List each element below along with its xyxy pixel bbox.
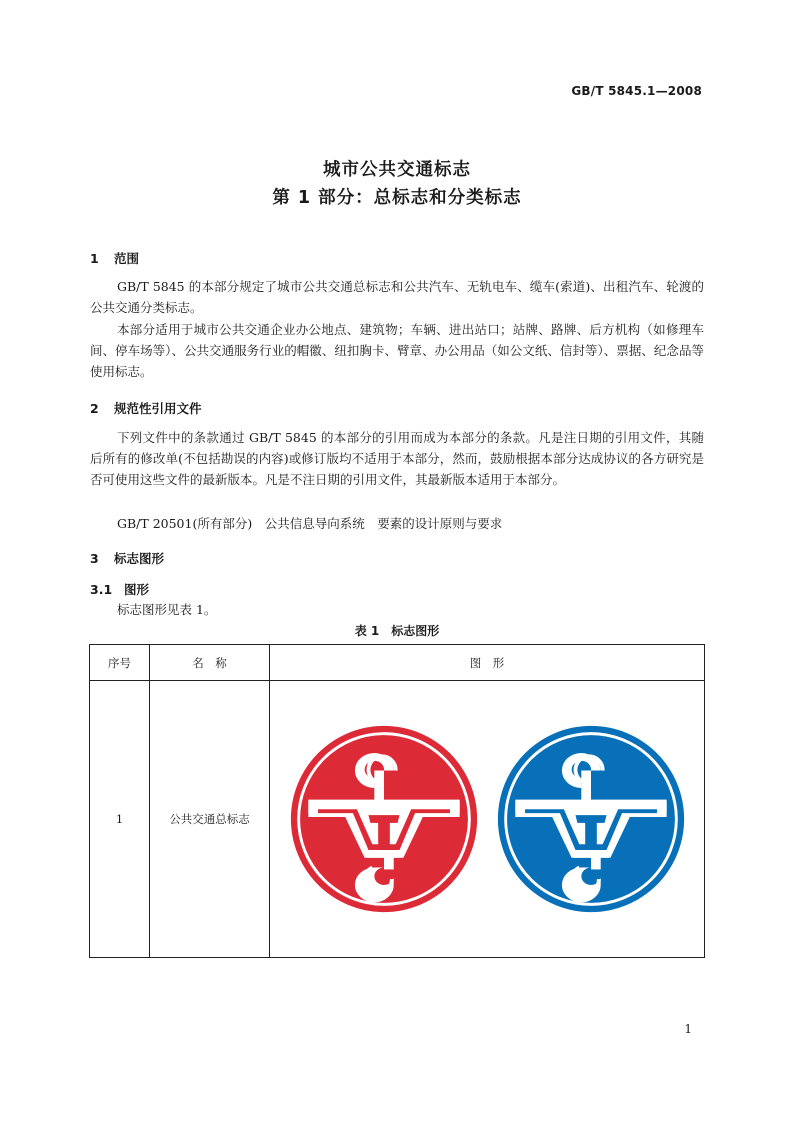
section-2-reference: GB/T 20501(所有部分) 公共信息导向系统 要素的设计原则与要求 bbox=[117, 516, 503, 531]
section-heading-3: 3 标志图形 bbox=[90, 551, 165, 566]
document-title: 城市公共交通标志 bbox=[323, 160, 471, 180]
row-figure bbox=[270, 681, 705, 958]
section-heading-3-1: 3.1 图形 bbox=[90, 582, 150, 597]
bus-logo-blue-icon bbox=[494, 722, 688, 916]
section-2-para-1: 下列文件中的条款通过 GB/T 5845 的本部分的引用而成为本部分的条款。凡是注日期的引用文件，其随后所有的修改单(不包括勘误的内容)或修订版均不适用于本部分，然而，鼓励根据本部分达成协议的各方研究是否可使用这些文件的最新版本。凡是不注日期的引用文件，其最新版本适用于本部分。 bbox=[90, 430, 704, 487]
section-1-para-1: GB/T 5845 的本部分规定了城市公共交通总标志和公共汽车、无轨电车、缆车(索道)、出租汽车、轮渡的公共交通分类标志。 bbox=[90, 279, 704, 315]
header-figure: 图 形 bbox=[270, 645, 705, 681]
row-name: 公共交通总标志 bbox=[150, 681, 270, 958]
section-1-para-2: 本部分适用于城市公共交通企业办公地点、建筑物；车辆、进出站口；站牌、路牌、后方机构（如修理车间、停车场等）、公共交通服务行业的帽徽、纽扣胸卡、臂章、办公用品（如公文纸、信封等）、票据、纪念品等使用标志。 bbox=[90, 322, 704, 379]
section-heading-2: 2 规范性引用文件 bbox=[90, 401, 202, 416]
header-index: 序号 bbox=[90, 645, 150, 681]
standard-code: GB/T 5845.1—2008 bbox=[571, 84, 702, 98]
header-name: 名 称 bbox=[150, 645, 270, 681]
table-caption: 表 1 标志图形 bbox=[354, 624, 440, 638]
section-3-1-para: 标志图形见表 1。 bbox=[117, 602, 217, 617]
section-heading-1: 1 范围 bbox=[90, 251, 140, 266]
table-row bbox=[90, 681, 705, 958]
page-number: 1 bbox=[684, 1022, 692, 1036]
logo-table bbox=[89, 644, 705, 958]
document-subtitle: 第 1 部分：总标志和分类标志 bbox=[272, 188, 522, 208]
table-header-row bbox=[90, 645, 705, 681]
row-index: 1 bbox=[90, 681, 150, 958]
bus-logo-red-icon bbox=[287, 722, 481, 916]
